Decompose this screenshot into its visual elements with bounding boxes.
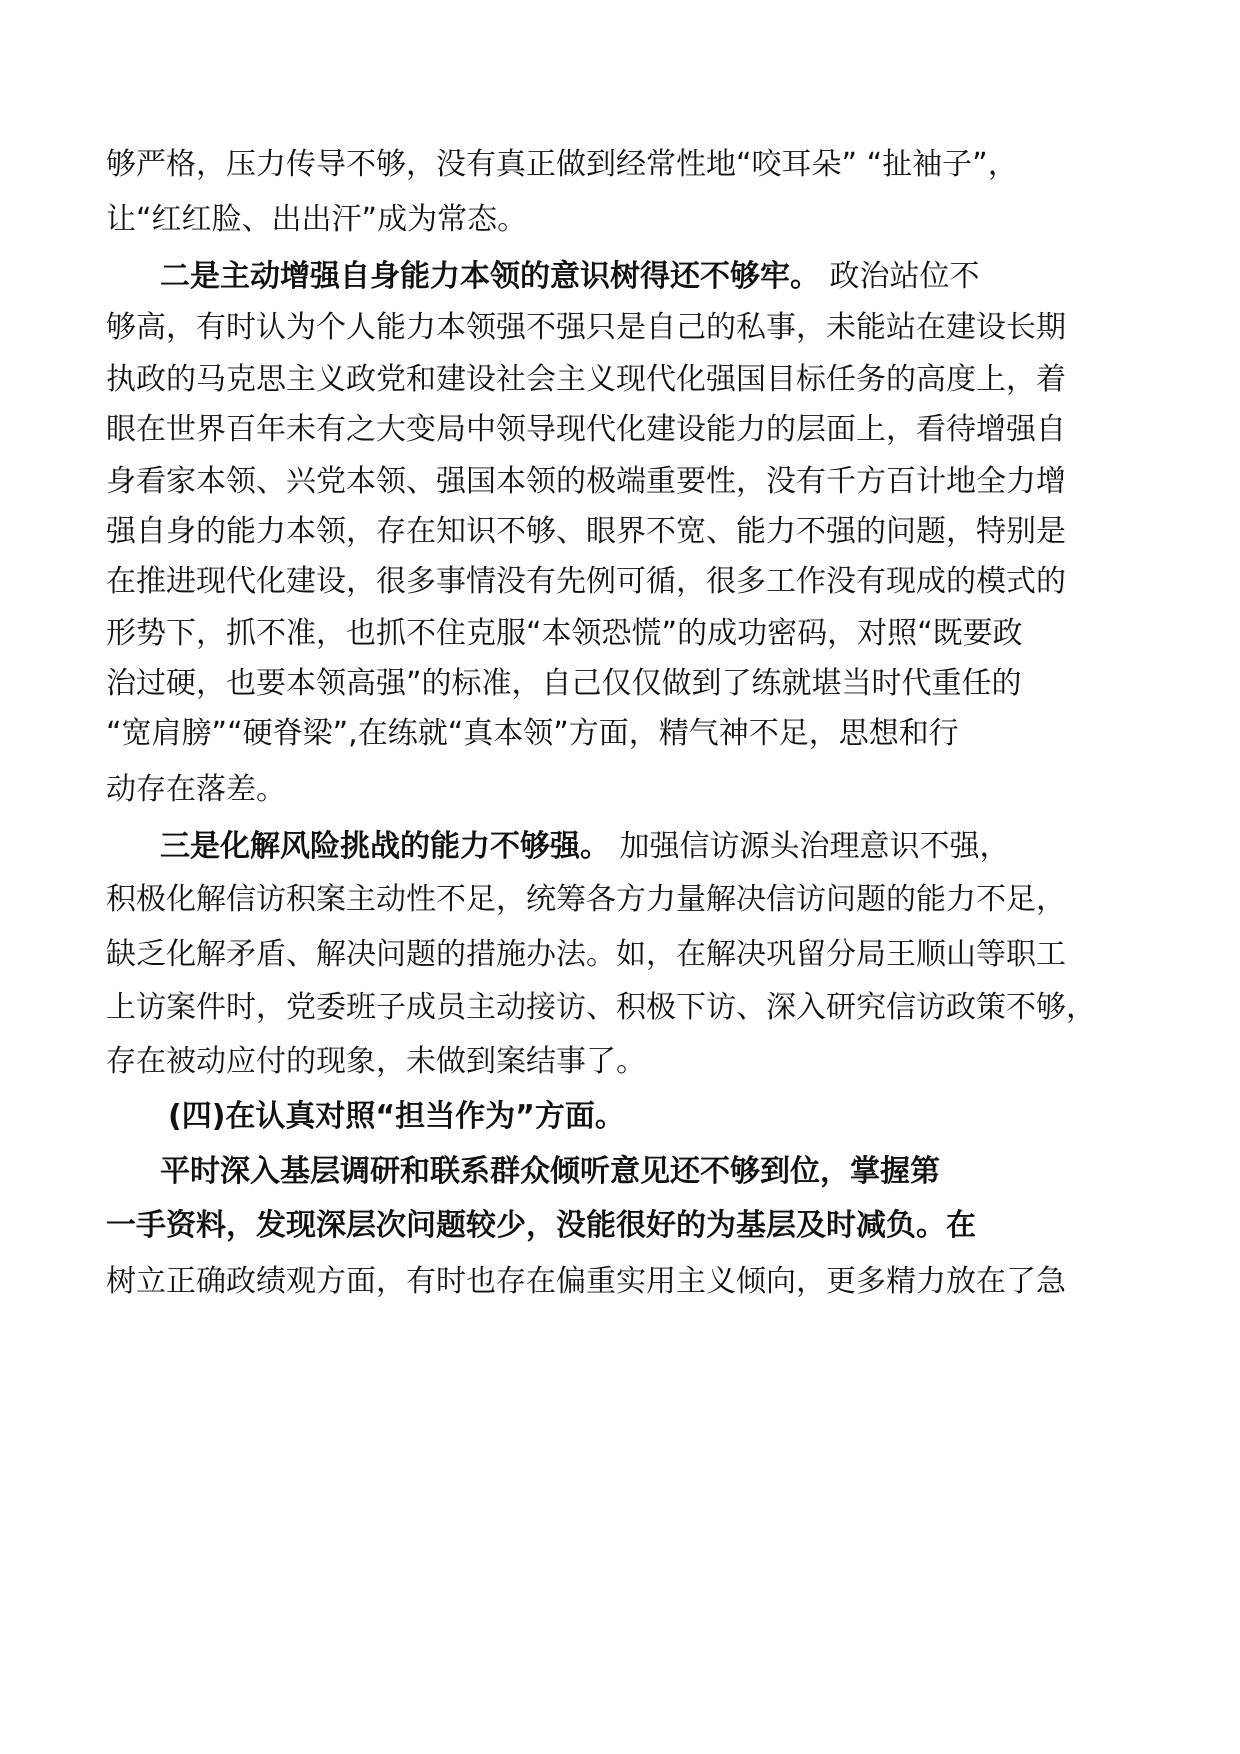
line-text: “宽肩膀”“硬脊梁”,在练就“真本领”方面，精气神不足，思想和行 xyxy=(106,716,959,751)
line-text: 积极化解信访积案主动性不足，统筹各方力量解决信访问题的能力不足， xyxy=(106,882,1066,917)
paragraph-line xyxy=(160,257,980,297)
paragraph-line xyxy=(106,512,1066,552)
line-text: 在推进现代化建设，很多事情没有先例可循，很多工作没有现成的模式的 xyxy=(106,564,1066,599)
paragraph-line xyxy=(106,770,286,810)
line-text: 树立正确政绩观方面，有时也存在偏重实用主义倾向，更多精力放在了急 xyxy=(106,1264,1066,1299)
line-text: 治过硬，也要本领高强”的标准，自己仅仅做到了练就堪当时代重任的 xyxy=(106,666,1022,701)
line-text: 让“红红脸、出出汗”成为常态。 xyxy=(106,202,528,237)
paragraph-line xyxy=(106,988,1096,1028)
paragraph-line xyxy=(106,1206,976,1246)
line-text: 政治站位不 xyxy=(820,259,980,294)
paragraph-line xyxy=(106,145,1018,185)
line-text: 动存在落差。 xyxy=(106,772,286,807)
section-heading xyxy=(168,1097,625,1137)
paragraph-line xyxy=(106,714,959,754)
paragraph-line xyxy=(106,935,1066,975)
line-heading: 二是主动增强自身能力本领的意识树得还不够牢。 xyxy=(160,259,820,294)
line-heading: 平时深入基层调研和联系群众倾听意见还不够到位，掌握第 xyxy=(160,1154,940,1189)
paragraph-line xyxy=(106,462,1066,502)
line-text: 存在被动应付的现象，未做到案结事了。 xyxy=(106,1044,646,1079)
paragraph-line xyxy=(106,308,1066,348)
paragraph-line xyxy=(106,614,1023,654)
line-heading: 一手资料，发现深层次问题较少，没能很好的为基层及时减负。在 xyxy=(106,1208,976,1243)
line-heading: 三是化解风险挑战的能力不够强。 xyxy=(160,829,610,864)
line-text: 强自身的能力本领，存在知识不够、眼界不宽、能力不强的问题，特别是 xyxy=(106,514,1066,549)
line-text: 够严格，压力传导不够，没有真正做到经常性地“咬耳朵” “扯袖子”， xyxy=(106,147,1018,182)
line-text: 加强信访源头治理意识不强， xyxy=(610,829,1010,864)
paragraph-line xyxy=(106,1262,1066,1302)
line-text: 身看家本领、兴党本领、强国本领的极端重要性，没有千方百计地全力增 xyxy=(106,464,1066,499)
line-text: 执政的马克思主义政党和建设社会主义现代化强国目标任务的高度上，着 xyxy=(106,362,1066,397)
line-text: 上访案件时，党委班子成员主动接访、积极下访、深入研究信访政策不够， xyxy=(106,990,1096,1025)
paragraph-line xyxy=(106,410,1066,450)
paragraph-line xyxy=(106,880,1066,920)
paragraph-line xyxy=(106,664,1022,704)
line-text: 够高，有时认为个人能力本领强不强只是自己的私事，未能站在建设长期 xyxy=(106,310,1066,345)
line-heading: (四)在认真对照“担当作为”方面。 xyxy=(168,1099,625,1134)
paragraph-line xyxy=(160,827,1010,867)
paragraph-line xyxy=(106,562,1066,602)
paragraph-line xyxy=(160,1152,940,1192)
line-text: 眼在世界百年未有之大变局中领导现代化建设能力的层面上，看待增强自 xyxy=(106,412,1066,447)
paragraph-line xyxy=(106,360,1066,400)
paragraph-line xyxy=(106,1042,646,1082)
paragraph-line xyxy=(106,200,527,240)
line-text: 形势下，抓不准，也抓不住克服“本领恐慌”的成功密码，对照“既要政 xyxy=(106,616,1023,651)
line-text: 缺乏化解矛盾、解决问题的措施办法。如，在解决巩留分局王顺山等职工 xyxy=(106,937,1066,972)
